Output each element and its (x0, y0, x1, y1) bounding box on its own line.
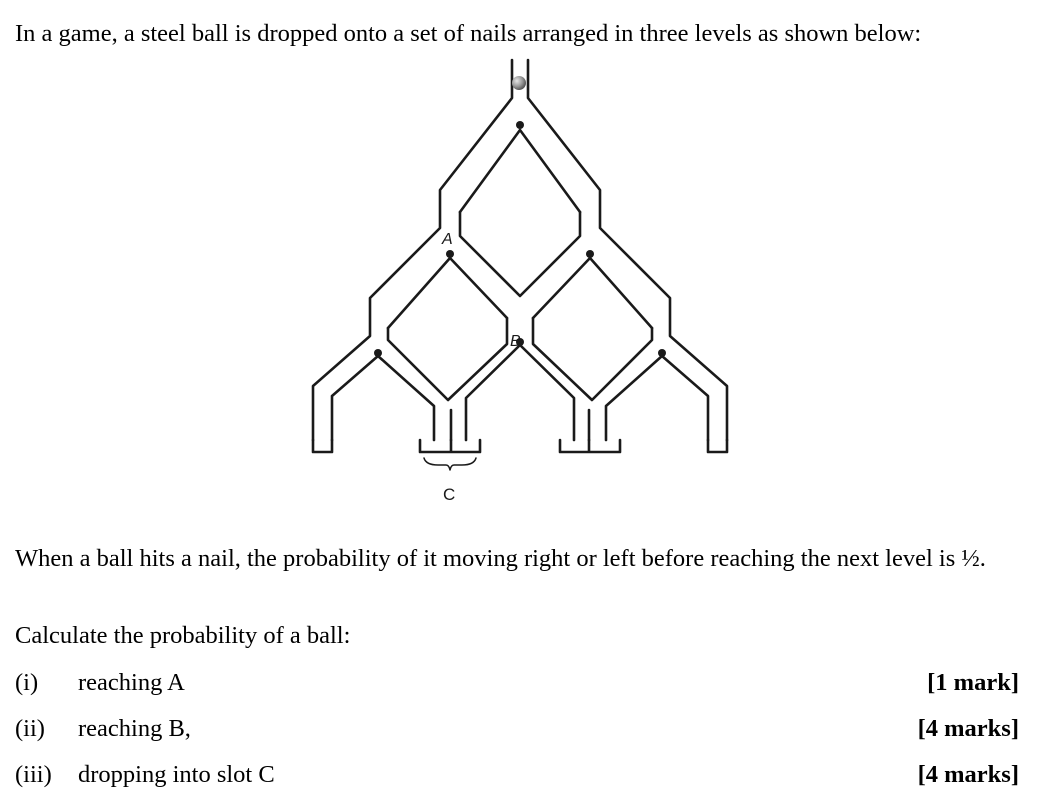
nail-3b-wedge (466, 345, 574, 440)
question-text: reaching B, (78, 715, 191, 742)
nail-level-2-left (446, 250, 454, 258)
nail-2r-wedge (533, 258, 652, 328)
slot-2-3 (420, 440, 480, 452)
rule-paragraph: When a ball hits a nail, the probability of it moving right or left before reaching the next level is ½. (15, 545, 986, 572)
nail-level-1 (516, 121, 524, 129)
nail-level-3-left (374, 349, 382, 357)
label-b: B (510, 333, 521, 350)
right-diamond-bottom (533, 318, 652, 400)
question-number: (i) (15, 669, 39, 696)
intro-text: In a game, a steel ball is dropped onto a set of nails arranged in three levels as shown below: (15, 20, 922, 47)
question-text: dropping into slot C (78, 761, 275, 788)
label-a: A (442, 231, 453, 248)
question-marks: [4 marks] (917, 761, 1019, 788)
nail-level-2-right (586, 250, 594, 258)
question-marks: [4 marks] (917, 715, 1019, 742)
slot-c-brace (424, 458, 476, 470)
question-marks: [1 mark] (927, 669, 1019, 696)
label-c: C (443, 485, 456, 504)
slot-4-5 (560, 440, 620, 452)
slot-1 (313, 440, 332, 452)
nail-3a-wedge (332, 356, 434, 440)
nail-3c-wedge (606, 356, 708, 440)
question-number: (ii) (15, 715, 45, 742)
steel-ball (512, 76, 526, 90)
top-diamond-bottom (460, 212, 580, 296)
question-row (15, 759, 1019, 791)
left-diamond-bottom (388, 318, 507, 400)
question-text: reaching A (78, 669, 185, 696)
nail-level-3-right (658, 349, 666, 357)
question-number: (iii) (15, 761, 52, 788)
prompt-text: Calculate the probability of a ball: (15, 622, 351, 649)
question-row (15, 667, 1019, 699)
question-row (15, 713, 1019, 745)
nail-2l-wedge (388, 258, 507, 328)
slot-6 (708, 440, 727, 452)
